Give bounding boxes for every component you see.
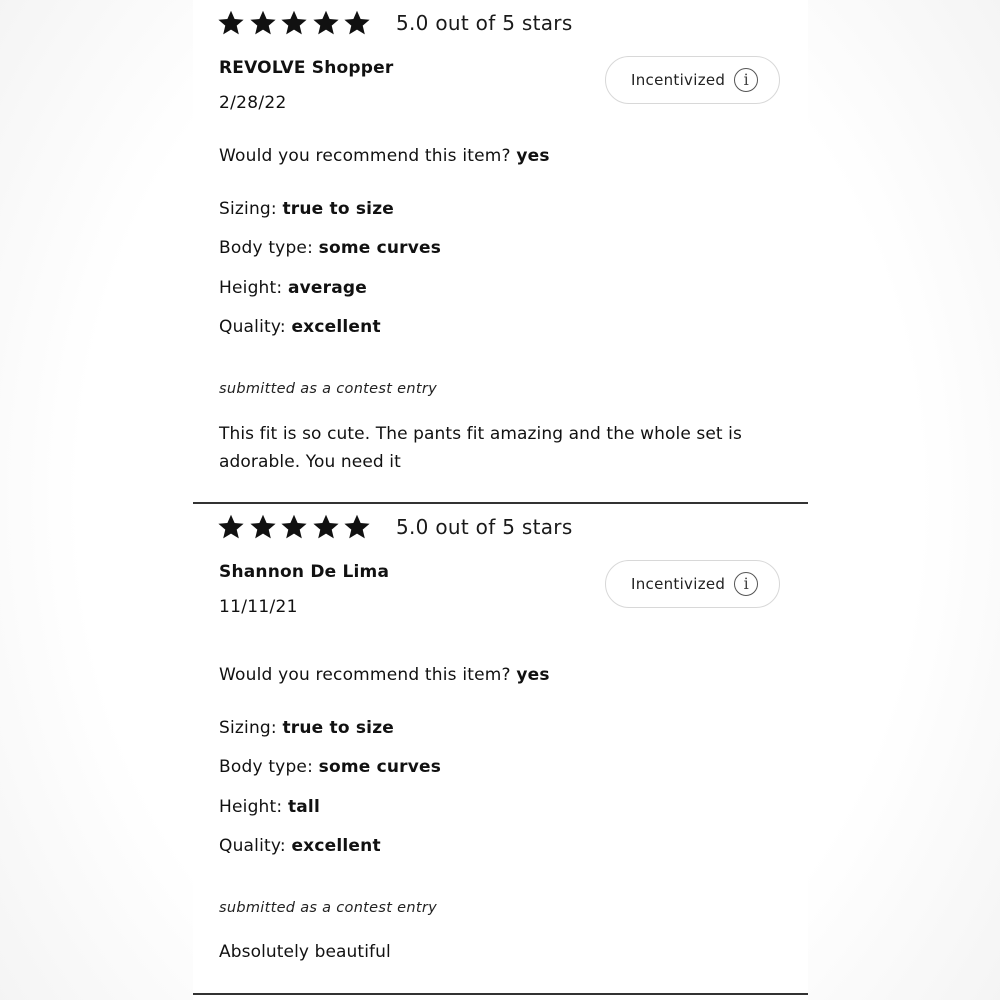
sizing-line	[219, 199, 394, 219]
star-filled-icon	[249, 513, 277, 541]
quality-label: Quality:	[219, 317, 286, 337]
recommend-line	[219, 665, 550, 685]
quality-line	[219, 317, 381, 337]
quality-value: excellent	[291, 836, 381, 856]
star-rating	[217, 509, 375, 545]
body-type-label: Body type:	[219, 238, 314, 258]
height-label: Height:	[219, 797, 283, 817]
reviewer-name: REVOLVE Shopper	[219, 58, 394, 78]
badge-label: Incentivized	[631, 71, 726, 89]
body-type-label: Body type:	[219, 757, 314, 777]
reviews-list	[193, 0, 808, 1000]
body-type-value: some curves	[318, 757, 442, 777]
sizing-value: true to size	[282, 718, 395, 738]
star-filled-icon	[343, 9, 371, 37]
star-filled-icon	[312, 513, 340, 541]
star-filled-icon	[217, 9, 245, 37]
recommend-label: Would you recommend this item?	[219, 665, 511, 685]
height-value: average	[287, 278, 367, 298]
height-label: Height:	[219, 278, 283, 298]
sizing-label: Sizing:	[219, 199, 277, 219]
review-divider	[193, 993, 808, 995]
reviewer-name: Shannon De Lima	[219, 562, 390, 582]
quality-value: excellent	[291, 317, 381, 337]
rating-text: 5.0 out of 5 stars	[396, 515, 573, 539]
rating-text: 5.0 out of 5 stars	[396, 11, 573, 35]
review-date: 11/11/21	[219, 597, 298, 617]
body-type-line	[219, 757, 441, 777]
star-filled-icon	[249, 9, 277, 37]
quality-label: Quality:	[219, 836, 286, 856]
star-rating	[217, 5, 375, 41]
sizing-label: Sizing:	[219, 718, 277, 738]
star-filled-icon	[217, 513, 245, 541]
quality-line	[219, 836, 381, 856]
height-value: tall	[287, 797, 320, 817]
height-line	[219, 797, 320, 817]
star-filled-icon	[280, 513, 308, 541]
review-text: This fit is so cute. The pants fit amazing and the whole set is adorable. You need it	[219, 424, 742, 472]
star-filled-icon	[312, 9, 340, 37]
contest-note: submitted as a contest entry	[219, 900, 437, 916]
recommend-line	[219, 146, 550, 166]
incentivized-badge[interactable]	[605, 56, 780, 104]
sizing-value: true to size	[282, 199, 395, 219]
sizing-line	[219, 718, 394, 738]
review-card	[193, 504, 808, 996]
info-icon[interactable]: i	[734, 572, 758, 596]
recommend-label: Would you recommend this item?	[219, 146, 511, 166]
contest-note: submitted as a contest entry	[219, 381, 437, 397]
star-filled-icon	[343, 513, 371, 541]
body-type-value: some curves	[318, 238, 442, 258]
incentivized-badge[interactable]	[605, 560, 780, 608]
review-date: 2/28/22	[219, 93, 287, 113]
body-type-line	[219, 238, 441, 258]
review-text: Absolutely beautiful	[219, 942, 391, 962]
height-line	[219, 278, 367, 298]
badge-label: Incentivized	[631, 575, 726, 593]
review-card	[193, 0, 808, 504]
info-icon[interactable]: i	[734, 68, 758, 92]
star-filled-icon	[280, 9, 308, 37]
recommend-value: yes	[516, 665, 550, 685]
recommend-value: yes	[516, 146, 550, 166]
